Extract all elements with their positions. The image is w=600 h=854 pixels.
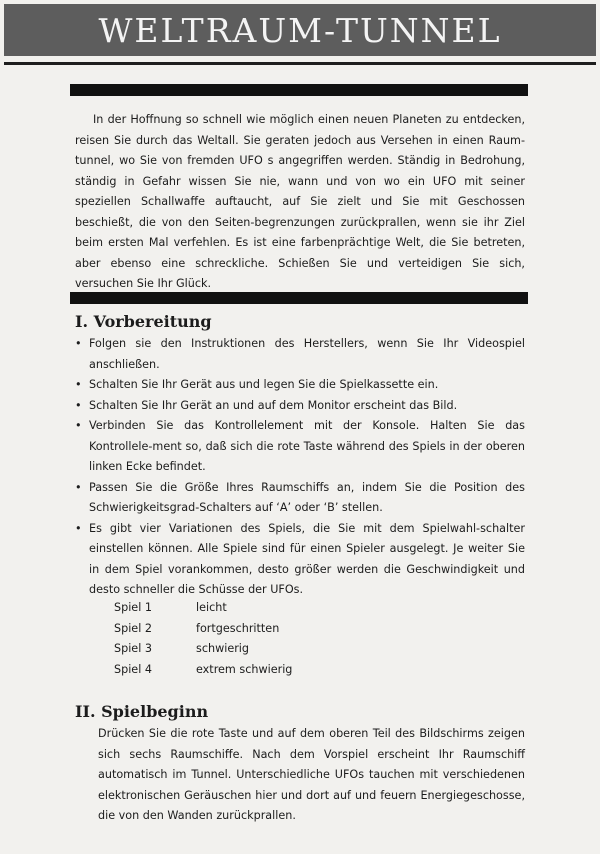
intro-paragraph — [75, 110, 525, 295]
section-heading-vorbereitung: I. Vorbereitung — [75, 312, 212, 331]
variant-level: leicht — [196, 601, 227, 614]
variant-level: fortgeschritten — [196, 621, 280, 635]
variant-row — [114, 660, 292, 681]
section-divider-bar — [70, 292, 528, 304]
list-item: • Es gibt vier Variationen des Spiels, die Sie mit dem Spielwahl-schalter einstellen können. Alle Spiele sind für einen Spieler ausgelegt. Je weiter Sie in dem Spiel vorankommen, desto größer werden die Geschwindigkeit und desto schneller die Schüsse der UFOs. — [75, 519, 525, 601]
preparation-list — [75, 334, 525, 601]
list-item: • Folgen sie den Instruktionen des Herstellers, wenn Sie Ihr Videospiel anschließen. — [75, 334, 525, 375]
variant-name: Spiel 1 — [114, 601, 152, 614]
title-banner — [4, 4, 596, 56]
variant-name: Spiel 3 — [114, 642, 152, 655]
variant-row — [114, 639, 292, 660]
variant-level: schwierig — [196, 642, 250, 655]
section-heading-spielbeginn: II. Spielbeginn — [75, 702, 209, 721]
variant-level: extrem schwierig — [196, 662, 293, 676]
list-item: • Passen Sie die Größe Ihres Raumschiffs an, indem Sie die Position des Schwierigkeitsgrad-Schalters auf ‘A’ oder ‘B’ stellen. — [75, 478, 525, 519]
spielbeginn-paragraph: Drücken Sie die rote Taste und auf dem oberen Teil des Bildschirms zeigen sich sechs Raumschiffe. Nach dem Vorspiel erscheint Ihr Raumschiff automatisch im Tunnel. Unterschiedliche UFOs tauchen mit verschiedenen elektronischen Geräuschen hier und dort auf und feuern Energiegeschosse, die von den Wanden zurückprallen. — [98, 727, 525, 822]
list-item: • Schalten Sie Ihr Gerät aus und legen Sie die Spielkassette ein. — [75, 375, 525, 396]
list-item: • Schalten Sie Ihr Gerät an und auf dem Monitor erscheint das Bild. — [75, 396, 525, 417]
list-item: • Verbinden Sie das Kontrollelement mit der Konsole. Halten Sie das Kontrollele-ment so, daß sich die rote Taste während des Spiels in der oberen linken Ecke befindet. — [75, 416, 525, 478]
page-title: WELTRAUM-TUNNEL — [98, 10, 502, 50]
intro-text: In der Hoffnung so schnell wie möglich einen neuen Planeten zu entdecken, reisen Sie durch das Weltall. Sie geraten jedoch aus Versehen in einen Raum-tunnel, wo Sie von fremden UFO s angegriffen werden. Ständig in Bedrohung, ständig in Gefahr wissen Sie nie, wann und von wo ein UFO mit seiner speziellen Schallwaffe auftaucht, auf Sie zielt und Sie mit Geschossen beschießt, die von den Seiten-begrenzungen zurückprallen, wenn sie ihr Ziel beim ersten Mal verfehlen. Es ist eine farbenprächtige Welt, die Sie betreten, aber ebenso eine schreckliche. Schießen Sie und verteidigen Sie sich, versuchen Sie Ihr Glück. — [75, 113, 525, 290]
variant-name: Spiel 4 — [114, 662, 152, 676]
title-rule — [4, 62, 596, 65]
game-variants-table — [114, 598, 292, 680]
variant-name: Spiel 2 — [114, 621, 152, 635]
variant-row — [114, 619, 292, 640]
variant-row — [114, 598, 292, 619]
section-divider-bar — [70, 84, 528, 96]
